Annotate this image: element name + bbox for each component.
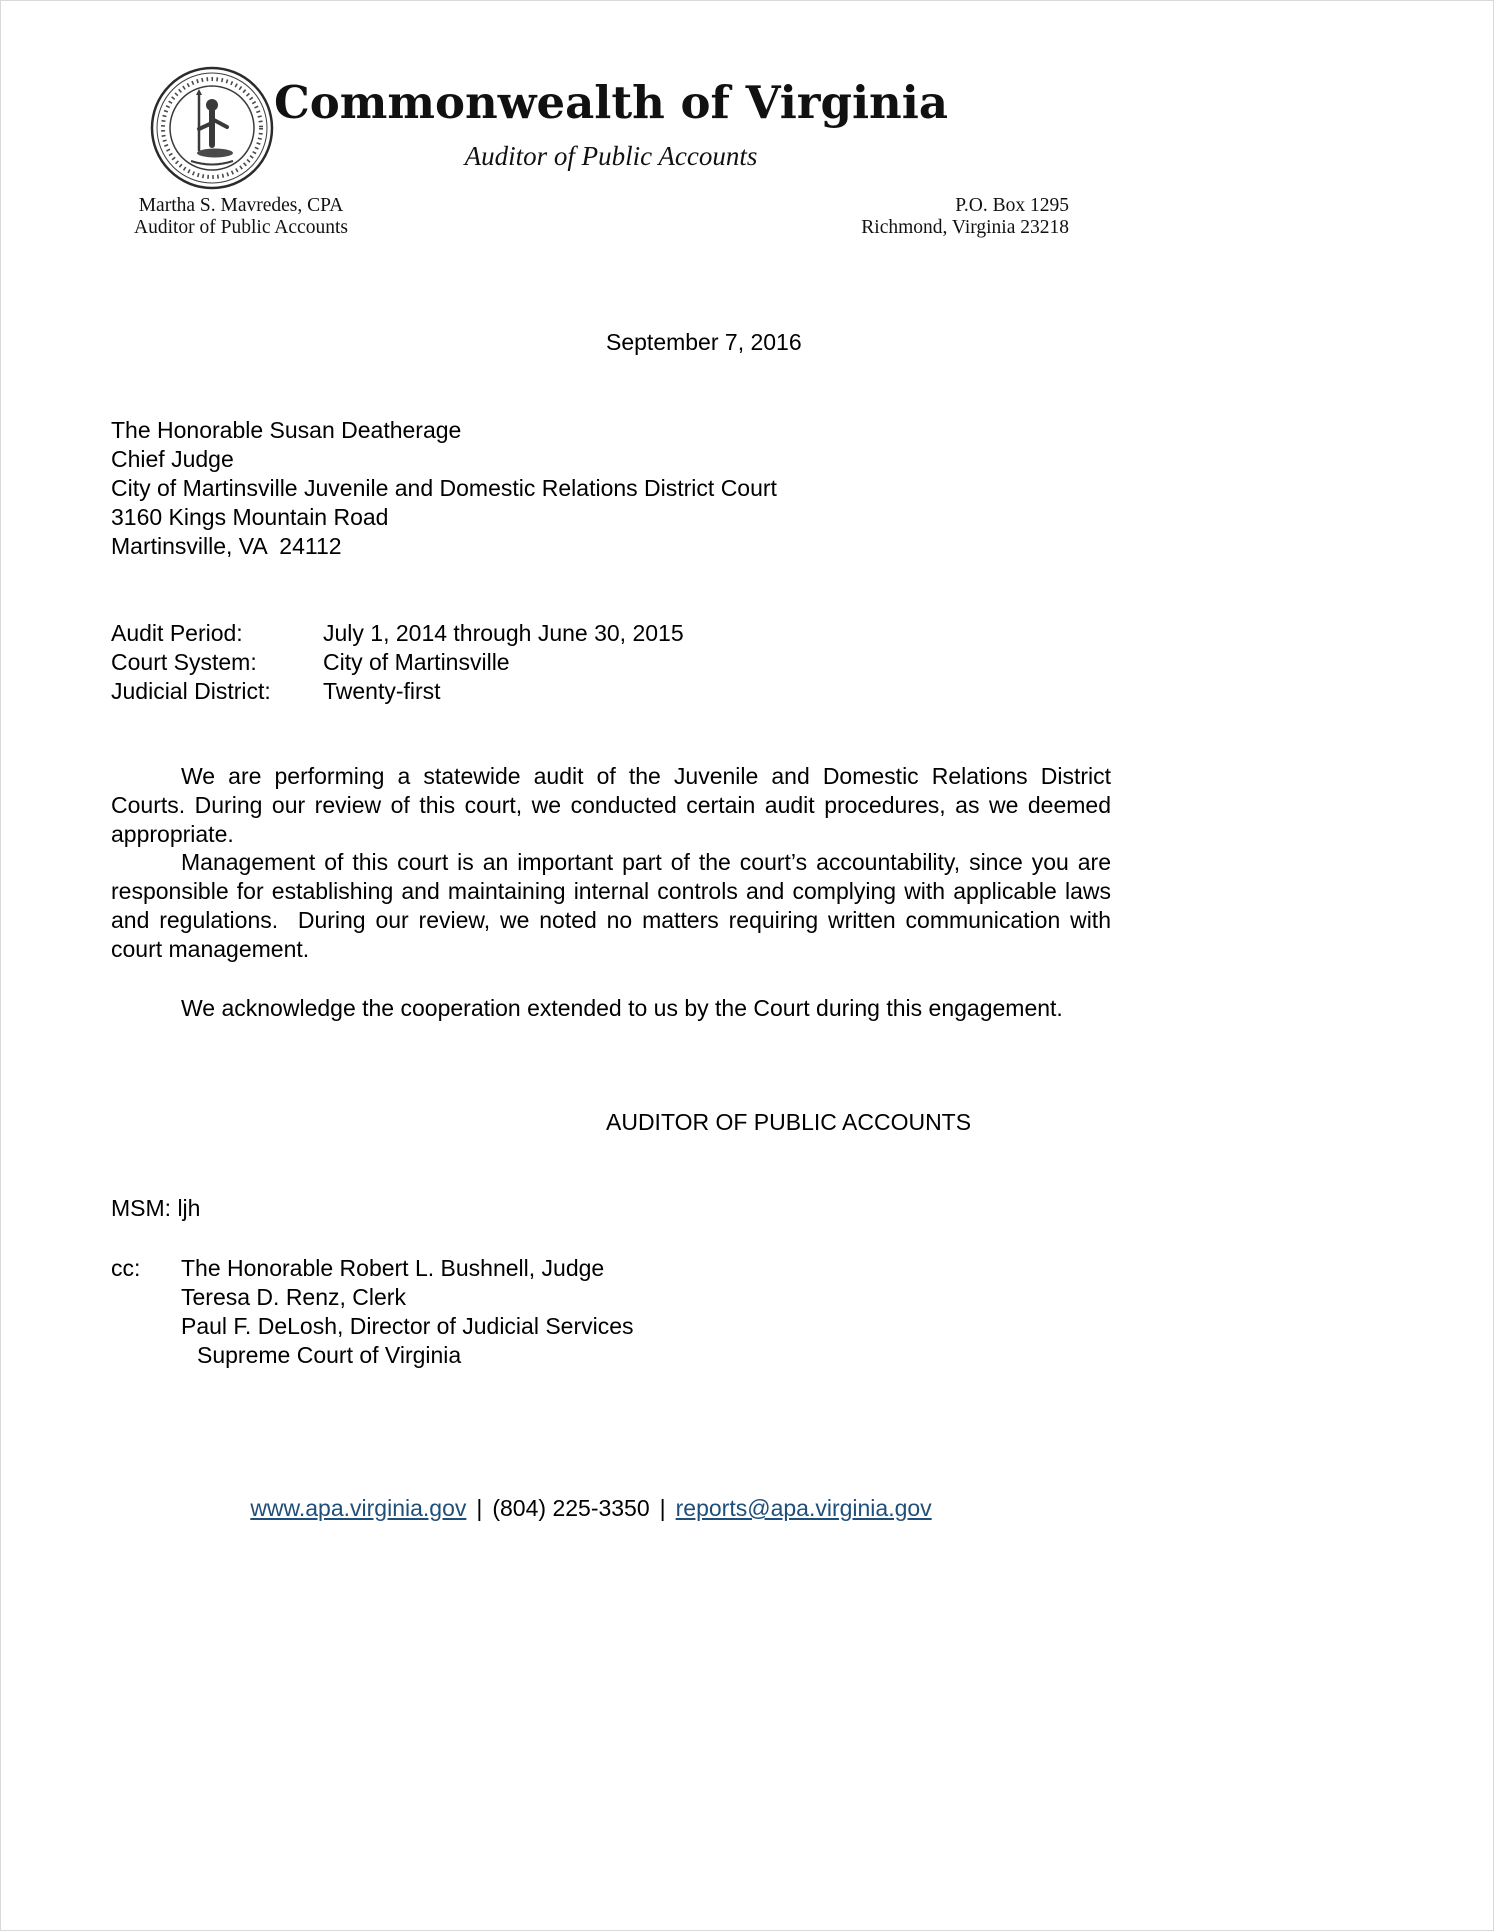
footer-separator: | <box>476 1495 483 1521</box>
audit-period-label: Audit Period: <box>111 620 243 646</box>
recipient-street: 3160 Kings Mountain Road <box>111 504 389 530</box>
email-link[interactable]: reports@apa.virginia.gov <box>675 1495 932 1521</box>
reference-initials: MSM: ljh <box>111 1195 201 1221</box>
cc-item: Teresa D. Renz, Clerk <box>181 1284 406 1310</box>
court-system-row <box>111 648 684 677</box>
body-paragraph-2: Management of this court is an important part of the court’s accountability, since you are responsible for establishing and maintaining internal controls and complying with applicable laws and regulations. During our review, we noted no matters requiring written communication with court management. <box>111 849 1118 962</box>
audit-period-value: July 1, 2014 through June 30, 2015 <box>323 620 684 646</box>
phone-number: (804) 225-3350 <box>492 1495 650 1521</box>
po-box-line: P.O. Box 1295 <box>955 195 1069 216</box>
judicial-district-value: Twenty-first <box>323 678 441 704</box>
court-system-label: Court System: <box>111 649 257 675</box>
cc-item: The Honorable Robert L. Bushnell, Judge <box>181 1255 605 1281</box>
court-system-value: City of Martinsville <box>323 649 510 675</box>
mailing-address-block <box>861 195 1069 239</box>
judicial-district-row <box>111 677 684 706</box>
recipient-address-block <box>111 416 777 561</box>
masthead <box>111 77 1111 172</box>
letter-date: September 7, 2016 <box>606 329 802 355</box>
auditor-job-title: Auditor of Public Accounts <box>134 217 348 238</box>
footer-separator: | <box>659 1495 666 1521</box>
recipient-name: The Honorable Susan Deatherage <box>111 417 462 443</box>
cc-block <box>111 1254 634 1370</box>
org-subtitle: Auditor of Public Accounts <box>464 140 758 171</box>
judicial-district-label: Judicial District: <box>111 678 271 704</box>
cc-list <box>181 1254 634 1370</box>
recipient-city-state-zip: Martinsville, VA 24112 <box>111 533 342 559</box>
auditor-name: Martha S. Mavredes, CPA <box>138 195 344 216</box>
audit-details-block <box>111 619 684 706</box>
cc-item: Paul F. DeLosh, Director of Judicial Services <box>181 1313 634 1339</box>
recipient-title: Chief Judge <box>111 446 234 472</box>
cc-label: cc: <box>111 1255 141 1281</box>
website-link[interactable]: www.apa.virginia.gov <box>250 1495 467 1521</box>
body-paragraph-3: We acknowledge the cooperation extended to us by the Court during this engagement. <box>181 995 1063 1021</box>
cc-item: Supreme Court of Virginia <box>197 1342 462 1368</box>
auditor-contact-block <box>133 195 349 239</box>
footer-contact-line <box>111 1495 1071 1522</box>
recipient-court: City of Martinsville Juvenile and Domestic Relations District Court <box>111 475 777 501</box>
body-paragraph-1: We are performing a statewide audit of the Juvenile and Domestic Relations District Courts. During our review of this court, we conducted certain audit procedures, as we deemed appropriate. <box>111 763 1118 847</box>
audit-period-row <box>111 619 684 648</box>
city-state-zip-line: Richmond, Virginia 23218 <box>861 217 1069 238</box>
signature-org-line: AUDITOR OF PUBLIC ACCOUNTS <box>606 1109 972 1135</box>
org-title: Commonwealth of Virginia <box>273 76 949 129</box>
